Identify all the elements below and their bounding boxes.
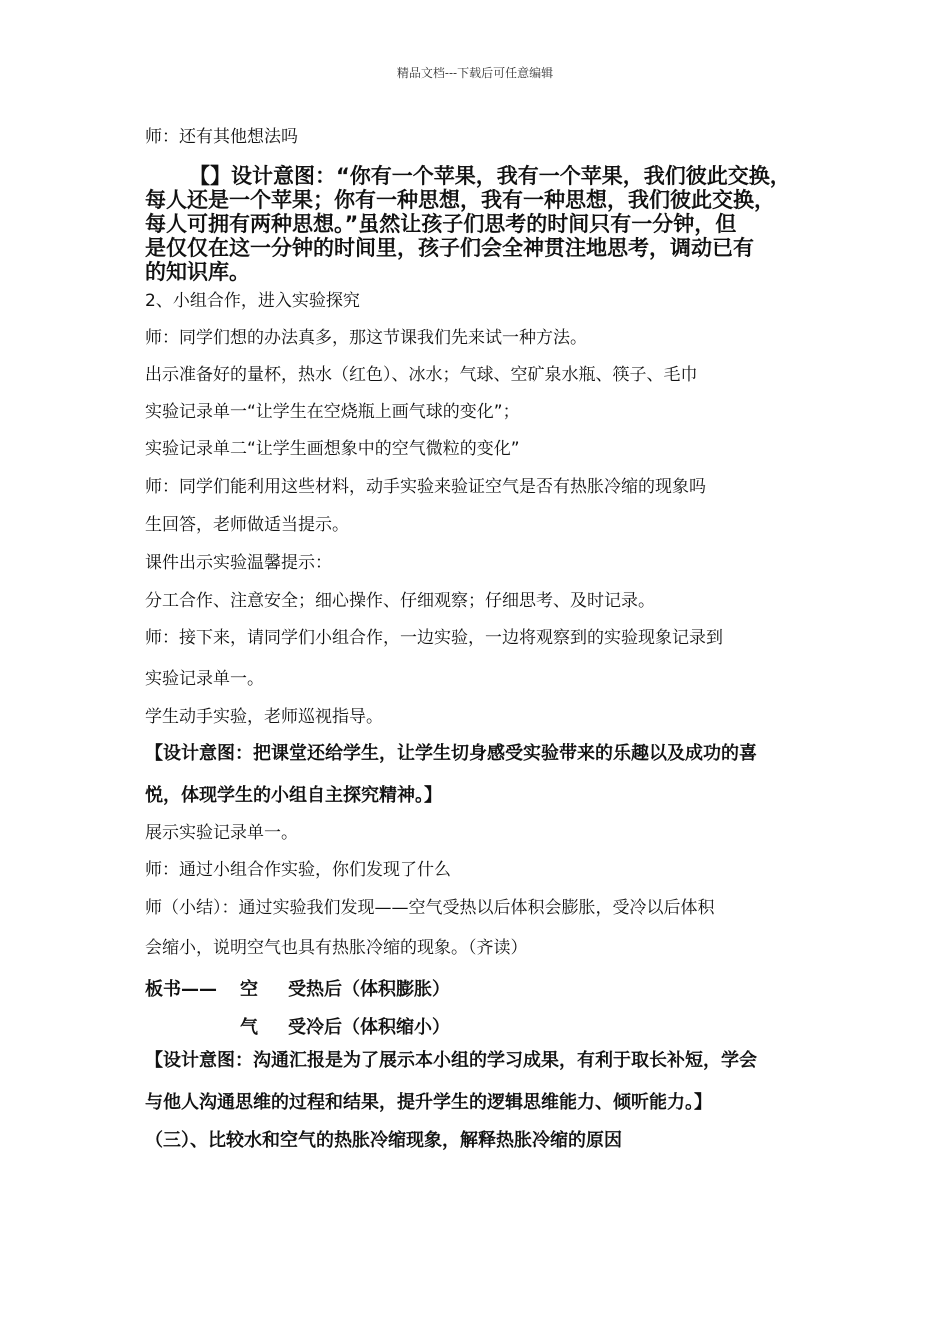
board-hot: 受热后（体积膨胀） [288,979,450,1000]
paragraph-line: 会缩小，说明空气也具有热胀冷缩的现象。（齐读） [145,938,528,958]
paragraph-line: 学生动手实验，老师巡视指导。 [145,707,383,727]
design-intent-2-line: 悦，体现学生的小组自主探究精神。】 [145,785,442,806]
paragraph-line: 出示准备好的量杯，热水（红色）、冰水；气球、空矿泉水瓶、筷子、毛巾 [145,365,698,385]
paragraph-line: 师：同学们能利用这些材料，动手实验来验证空气是否有热胀冷缩的现象吗 [145,477,706,497]
paragraph-line: 师：通过小组合作实验，你们发现了什么 [145,860,451,880]
paragraph-line: 生回答，老师做适当提示。 [145,515,349,535]
intent-1-line: 每人可拥有两种思想。”虽然让孩子们思考的时间只有一分钟，但 [145,212,737,236]
board-cold: 受冷后（体积缩小） [288,1017,450,1038]
intent-1-line: 【】设计意图：“你有一个苹果，我有一个苹果，我们彼此交换， [189,164,791,188]
intent-1-line: 是仅仅在这一分钟的时间里，孩子们会全神贯注地思考，调动已有 [145,236,754,260]
board-label: 板书—— [145,979,217,1000]
board-char-qi: 气 [240,1017,258,1038]
board-char-kong: 空 [240,979,258,1000]
paragraph-line: 课件出示实验温馨提示： [145,553,332,573]
paragraph-line: 师：同学们想的办法真多，那这节课我们先来试一种方法。 [145,328,587,348]
design-intent-3-line: 【设计意图：沟通汇报是为了展示本小组的学习成果，有利于取长补短，学会 [145,1050,757,1071]
page-header: 精品文档---下载后可任意编辑 [396,66,554,80]
design-intent-1 [145,164,825,284]
design-intent-2-line: 【设计意图：把课堂还给学生，让学生切身感受实验带来的乐趣以及成功的喜 [145,743,757,764]
paragraph-line: 实验记录单一。 [145,669,264,689]
section-3-heading: （三）、比较水和空气的热胀冷缩现象，解释热胀冷缩的原因 [145,1130,622,1151]
paragraph-line: 师（小结）：通过实验我们发现——空气受热以后体积会膨胀，受冷以后体积 [145,898,715,918]
paragraph-line: 实验记录单一“让学生在空烧瓶上画气球的变化”； [145,402,520,422]
paragraph-line: 实验记录单二“让学生画想象中的空气微粒的变化” [145,439,520,459]
paragraph-line: 师：接下来，请同学们小组合作，一边实验，一边将观察到的实验现象记录到 [145,628,723,648]
intent-1-line: 的知识库。 [145,260,250,284]
design-intent-3-line: 与他人沟通思维的过程和结果，提升学生的逻辑思维能力、倾听能力。】 [145,1092,712,1113]
section-2-heading: 2、小组合作，进入实验探究 [145,291,360,311]
intent-1-line: 每人还是一个苹果；你有一种思想，我有一种思想，我们彼此交换， [145,188,775,212]
paragraph-line: 分工合作、注意安全；细心操作、仔细观察；仔细思考、及时记录。 [145,591,655,611]
paragraph-line: 展示实验记录单一。 [145,823,298,843]
teacher-question: 师：还有其他想法吗 [145,127,298,147]
